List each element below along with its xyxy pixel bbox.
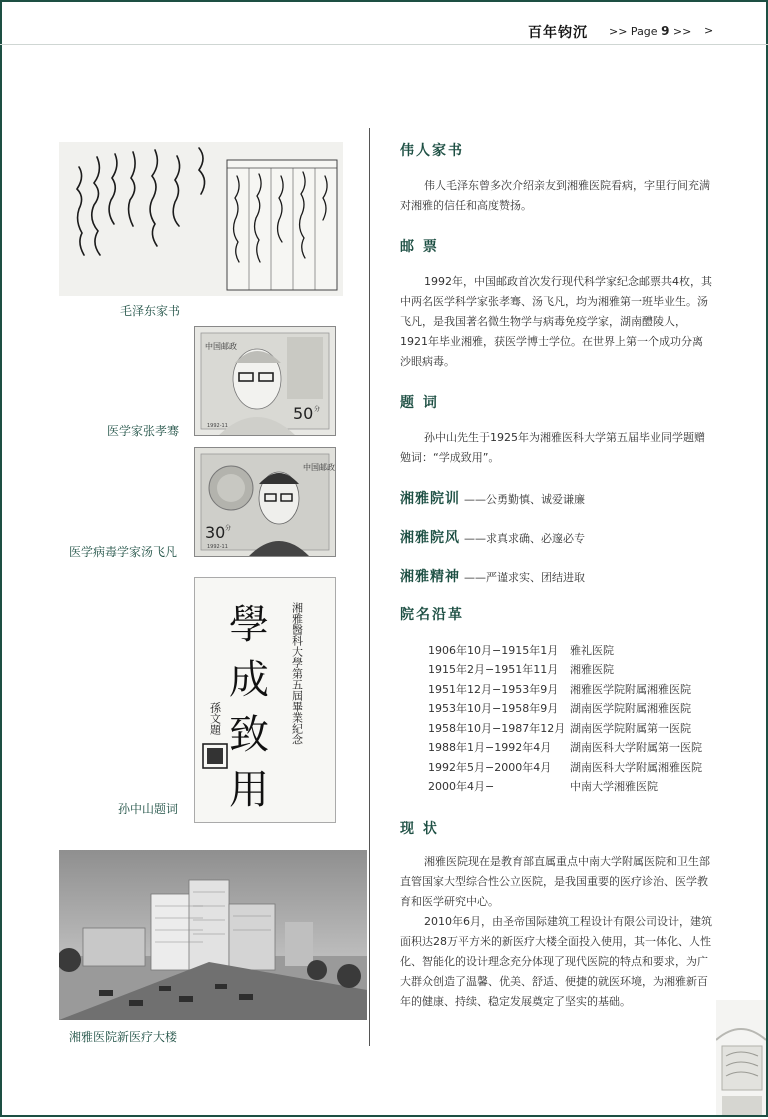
paragraph-stamps: 1992年，中国邮政首次发行现代科学家纪念邮票共4枚，其中两名医学科学家张孝骞、汤飞凡，均为湘雅第一班毕业生。汤飞凡，是我国著名微生物学与病毒免疫学家，湖南醴陵人，1921年毕业湘雅，获医学博士学位。在世界上第一个成功分离沙眼病毒。 xyxy=(400,275,712,368)
corner-ornament xyxy=(716,1000,766,1115)
heading-history: 院名沿革 xyxy=(400,607,464,623)
paragraph-status-2: 2010年6月，由圣帝国际建筑工程设计有限公司设计，建筑面积达28万平方米的新医疗大楼全面投入使用，其一体化、人性化、智能化的设计理念充分体现了现代医院的特点和要求，为广大群众创造了温馨、优美、舒适、便捷的就医环境，为湘雅新百年的健康、持续、稳定发展奠定了坚实的基础。 xyxy=(400,915,712,1008)
stamp-zhang-image xyxy=(194,326,336,436)
motto-creed-key: 湘雅院训 xyxy=(400,491,460,507)
paragraph-status-1: 湘雅医院现在是教育部直属重点中南大学附属医院和卫生部直管国家大型综合性公立医院，是我国重要的医疗诊治、医学教育和医学研究中心。 xyxy=(400,855,710,908)
stamp-zhang-code: 1992-11 xyxy=(207,423,228,429)
header-rule xyxy=(0,44,768,45)
inscription-char-1: 學 xyxy=(229,602,269,648)
stamp-zhang-value: 50 xyxy=(293,404,314,423)
table-row: 1953年10月−1958年9月 湖南医学院附属湘雅医院 xyxy=(428,702,691,716)
stamp-tang-value: 30 xyxy=(205,523,226,542)
inscription-side-text: 湘雅醫科大學第五屆畢業紀念 xyxy=(290,602,304,745)
stamp-zhang-country: 中国邮政 xyxy=(205,342,237,351)
caption-stamp-zhang: 医学家张孝骞 xyxy=(107,424,180,438)
paragraph-letters: 伟人毛泽东曾多次介绍亲友到湘雅医院看病，字里行间充满对湘雅的信任和高度赞扬。 xyxy=(400,179,710,212)
stamp-tang-unit: 分 xyxy=(225,525,232,532)
inscription-char-3: 致 xyxy=(229,712,269,758)
caption-inscription: 孙中山题词 xyxy=(118,802,179,816)
heading-stamps: 邮 票 xyxy=(400,239,439,255)
caption-stamp-tang: 医学病毒学家汤飞凡 xyxy=(69,545,178,559)
page-number: 9 xyxy=(661,24,670,38)
sun-yatsen-inscription-image xyxy=(194,577,336,823)
heading-inscription: 题 词 xyxy=(400,395,439,411)
caption-building: 湘雅医院新医疗大楼 xyxy=(69,1030,178,1044)
motto-creed xyxy=(400,488,585,508)
table-row: 1958年10月−1987年12月 湖南医学院附属第一医院 xyxy=(428,721,691,735)
section-title: 百年钧沉 xyxy=(528,25,588,41)
stamp-tang-country: 中国邮政 xyxy=(303,463,335,472)
table-row: 1915年2月−1951年11月 湘雅医院 xyxy=(428,663,614,677)
heading-letters: 伟人家书 xyxy=(400,143,464,159)
heading-status: 现 状 xyxy=(400,821,439,837)
motto-style-key: 湘雅院风 xyxy=(400,530,460,546)
column-divider xyxy=(369,128,370,1046)
inscription-signature: 孫文題 xyxy=(208,702,222,735)
paragraph-inscription: 孙中山先生于1925年为湘雅医科大学第五届毕业同学题赠勉词：“学成致用”。 xyxy=(400,431,705,464)
table-row: 1906年10月−1915年1月 雅礼医院 xyxy=(428,643,614,657)
inscription-char-2: 成 xyxy=(229,657,269,703)
motto-style xyxy=(400,527,585,547)
table-row: 1988年1月−1992年4月 湖南医科大学附属第一医院 xyxy=(428,741,702,755)
motto-spirit-key: 湘雅精神 xyxy=(400,569,460,585)
stamp-zhang-unit: 分 xyxy=(314,406,321,413)
new-medical-building-image xyxy=(59,850,367,1020)
motto-spirit-value: ——严谨求实、团结进取 xyxy=(464,571,585,584)
motto-spirit xyxy=(400,566,585,586)
stamp-tang-code: 1992-11 xyxy=(207,544,228,550)
table-row: 1951年12月−1953年9月 湘雅医学院附属湘雅医院 xyxy=(428,682,691,696)
mao-letter-image xyxy=(59,142,343,296)
page-header xyxy=(526,22,756,44)
inscription-char-4: 用 xyxy=(229,767,269,813)
page-indicator: >> Page 9 >> xyxy=(609,24,692,38)
next-page-arrow[interactable]: > xyxy=(704,24,714,37)
history-table xyxy=(428,640,702,796)
table-row: 2000年4月− 中南大学湘雅医院 xyxy=(428,780,658,794)
motto-style-value: ——求真求确、必邃必专 xyxy=(464,532,585,545)
motto-creed-value: ——公勇勤慎、诚爱谦廉 xyxy=(464,493,585,506)
stamp-tang-image xyxy=(194,447,336,557)
table-row: 1992年5月−2000年4月 湖南医科大学附属湘雅医院 xyxy=(428,760,702,774)
caption-mao-letter: 毛泽东家书 xyxy=(120,304,181,318)
